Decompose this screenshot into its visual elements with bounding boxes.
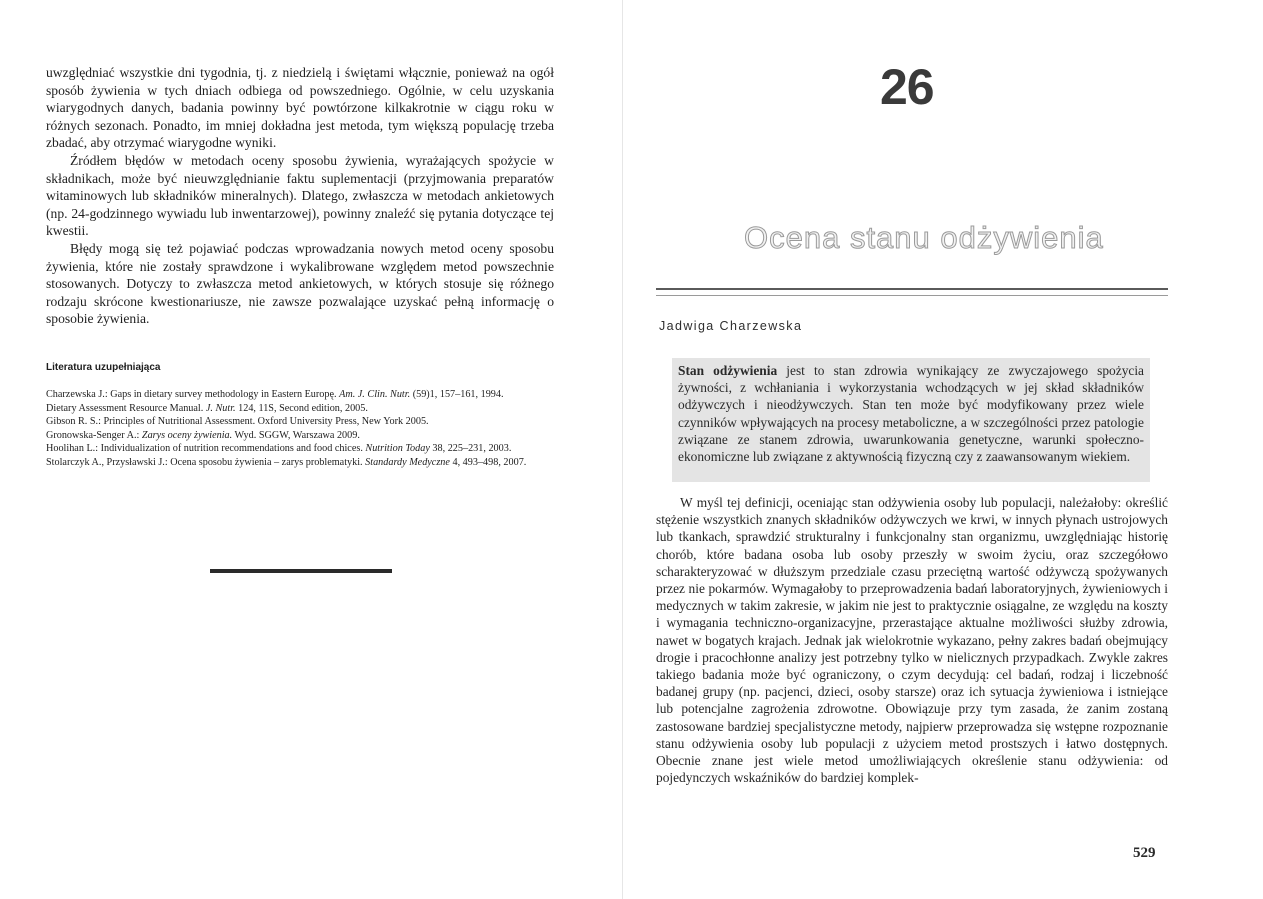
reference-details: Wyd. SGGW, Warszawa 2009. [232,429,360,441]
page-spine-divider [622,0,623,899]
definition-box [672,358,1150,482]
paragraph: W myśl tej definicji, oceniając stan odżywienia osoby lub populacji, należałoby: określić stężenie wszystkich znanych składników odżywczych we krwi, w innych płynach ustrojowych lub tkankach, sprawdzić strukturalny i funkcjonalny stan organizmu, uwzględniając historię chorób, które badana osoba lub osoby przeszły w swoim życiu, oraz szczegółowo scharakteryzować w dłuższym przedziale czasu przeciętną wartość odżywczą spożywanych przez nie pokarmów. Wymagałoby to przeprowadzenia badań laboratoryjnych, żywieniowych i medycznych w takim zakresie, w jakim nie jest to praktycznie osiągalne, ze względu na koszty i wymagania techniczno-organizacyjne, przerastające aktualne możliwości służby zdrowia, nawet w bogatych krajach. Jednak jak wielokrotnie wykazano, pełny zakres badań obejmujący drogie i pracochłonne analizy jest potrzebny tylko w nielicznych przypadkach. Zwykle zakres takiego badania może być ograniczony, o czym decydują: cel badań, rodzaj i liczebność badanej grupy (np. pacjenci, dzieci, osoby starsze) oraz ich sytuacja żywieniowa i istniejące lub potencjalne zagrożenia zdrowotne. Obowiązuje przy tym zasada, że zanim zostaną zastosowane bardziej specjalistyczne metody, najpierw przeprowadza się wstępne rozpoznanie stanu odżywienia osoby lub populacji z użyciem metod prostszych i łatwo dostępnych. Obecnie znane jest wiele metod umożliwiających określenie stanu odżywienia: od pojedynczych wskaźników do bardziej komplek- [656,495,1168,786]
end-of-chapter-bar [210,569,392,573]
reference-item [46,456,556,470]
reference-details: 38, 225–231, 2003. [429,443,512,455]
reference-source: Nutrition Today [365,443,430,455]
reference-text: Gronowska-Senger A.: [46,429,142,441]
page-number: 529 [1133,845,1156,861]
definition-text: jest to stan zdrowia wynikający ze zwyczajowego spożycia żywności, z wchłaniania i wykorzystania wchodzących w jej skład składników odżywczych i nieodżywczych. Stan ten może być modyfikowany przez wiele czynników wpływających na procesy metaboliczne, a w szczególności przez patologie związane ze stanem zdrowia, uwarunkowania genetyczne, warunki społeczno-ekonomiczne lub związane z aktywnością fizyczną czy z zaawansowanym wiekiem. [678,363,1144,465]
left-body-text [46,64,554,328]
reference-text: Gibson R. S.: Principles of Nutritional Assessment. Oxford University Press, New York 2005. [46,416,429,428]
reference-source: J. Nutr. [205,402,236,414]
chapter-number: 26 [880,59,934,115]
reference-item [46,388,556,402]
defined-term: Stan odżywienia [678,363,778,378]
reference-text: Stolarczyk A., Przysławski J.: Ocena sposobu żywienia – zarys problematyki. [46,456,366,468]
reference-list [46,388,556,470]
reference-text: Charzewska J.: Gaps in dietary survey methodology in Eastern Europę. [46,389,340,400]
title-rule-thin [656,295,1168,296]
reference-source: Am. J. Clin. Nutr. [339,389,411,400]
right-body-text [656,494,1168,786]
reference-source: Zarys oceny żywienia. [141,429,233,441]
reference-item [46,402,556,416]
literature-heading: Literatura uzupełniająca [46,362,161,373]
reference-item [46,442,556,456]
reference-source: Standardy Medyczne [365,456,450,468]
reference-details: (59)1, 157–161, 1994. [410,389,504,400]
chapter-author: Jadwiga Charzewska [659,319,803,333]
chapter-title: Ocena stanu odżywienia [744,220,1104,255]
paragraph: Błędy mogą się też pojawiać podczas wprowadzania nowych metod oceny sposobu żywienia, które nie zostały sprawdzone i wykalibrowane względem metod powszechnie stosowanych. Dotyczy to zwłaszcza metod ankietowych, w których stosuje się różnego rodzaju skrócone kwestionariusze, nie zawsze pozwalające uzyskać pełną informację o sposobie żywienia. [46,240,554,327]
reference-details: 124, 11S, Second edition, 2005. [235,402,368,414]
reference-text: Dietary Assessment Resource Manual. [46,402,206,414]
title-rule [656,288,1168,290]
paragraph: uwzględniać wszystkie dni tygodnia, tj. z niedzielą i świętami włącznie, ponieważ na ogół sposób żywienia w tych dniach odbiega od powszedniego. Ogólnie, w celu uzyskania wiarygodnych danych, badania powinny być powtórzone kilkakrotnie w ciągu roku w różnych sezonach. Ponadto, im mniej dokładna jest metoda, tym większą populację trzeba zbadać, aby otrzymać wiarygodne wyniki. [46,65,554,151]
reference-item [46,415,556,429]
left-page [0,0,620,899]
reference-details: 4, 493–498, 2007. [449,456,527,468]
paragraph: Źródłem błędów w metodach oceny sposobu żywienia, wyrażających spożycie w składnikach, może być nieuwzględnianie faktu suplementacji (przyjmowania preparatów witaminowych lub składników mineralnych). Dlatego, zwłaszcza w metodach ankietowych (np. 24-godzinnego wywiadu lub inwentarzowej), powinny znaleźć się pytania dotyczące tej kwestii. [46,152,554,239]
reference-item [46,429,556,443]
reference-text: Hoolihan L.: Individualization of nutrition recommendations and food chices. [46,443,366,455]
